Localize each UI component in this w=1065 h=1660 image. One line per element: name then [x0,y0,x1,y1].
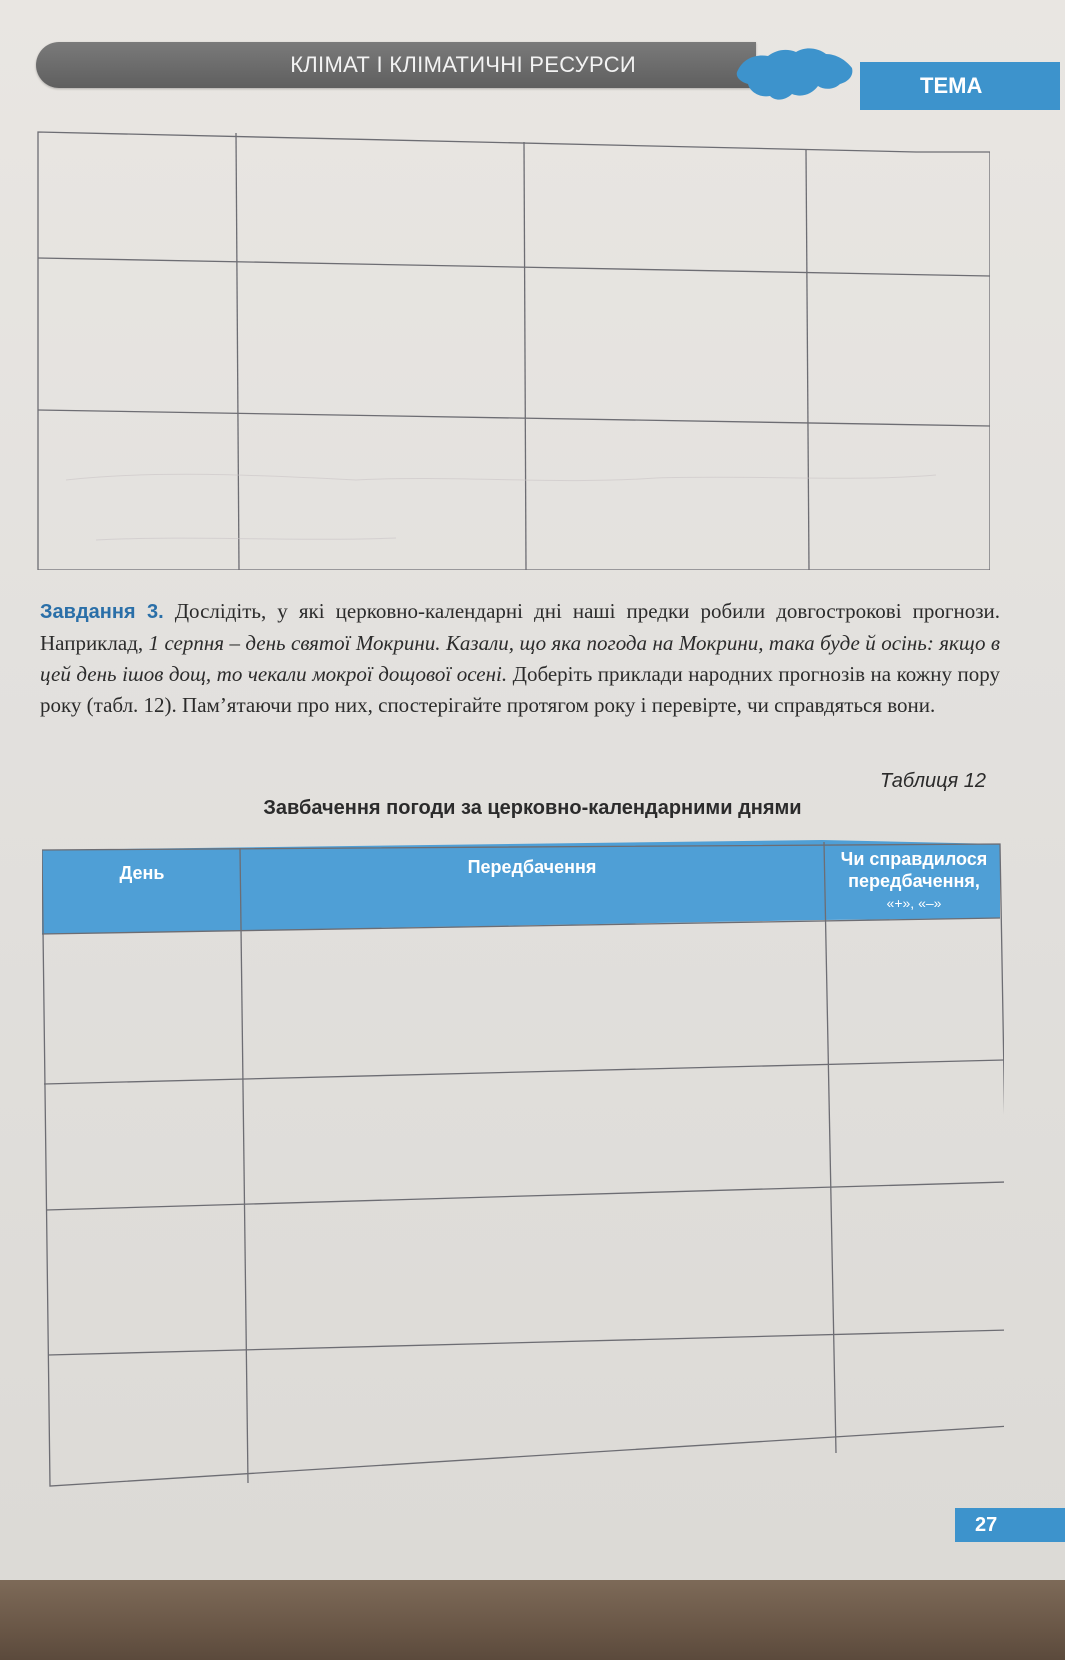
column-check-line-1: Чи справдилося [840,849,988,869]
table-title: Завбачення погоди за церковно-календарними днями [263,797,802,819]
page-number: 27 [975,1514,998,1536]
page-number-badge [955,1508,1065,1542]
grid-vline-1 [236,133,239,570]
column-day-header: День [119,863,165,883]
table-12-grid [42,838,1004,1488]
table-12 [42,838,1004,1488]
column-check-header [824,848,1004,914]
ukraine-map-icon [730,40,860,110]
table-hline-4 [48,1330,1004,1355]
answer-grid-table [36,130,990,570]
task-intro: Дослідіть, у які церковно-календарні дні наші предки робили довгострокові прогнози. Наприклад, [40,599,1000,655]
table-vline-2 [824,842,836,1453]
background-floor [0,1580,1065,1660]
grid-vline-2 [524,142,526,570]
task-example: 1 серпня – день святої Мокрини. Казали, що яка погода на Мокрини, така буде й осінь: якщо в цей день ішов дощ, то чекали мокрої дощової осені. [40,631,1000,686]
column-check-line-2: передбачення, [848,871,980,891]
tema-label: ТЕМА [920,73,983,98]
table-vline-1 [240,848,248,1483]
task-3-text [40,596,1000,721]
task-label: Завдання 3. [40,601,164,623]
grid-hline-2 [38,410,990,426]
task-instructions: Доберіть приклади народних прогнозів на кожну пору року (табл. 12). Пам’ятаючи про них, спостерігайте протягом року і перевірте, чи справдяться вони. [40,662,1000,717]
table-caption: Таблиця 12 [880,770,987,792]
topic-header-bar [36,42,756,88]
table-hline-2 [44,1060,1004,1084]
grid-vline-3 [806,150,809,570]
grid-border [38,132,990,570]
tema-badge [860,62,1060,110]
table-border [42,844,1004,1486]
column-check-line-3: «+», «–» [886,895,942,911]
grid-hline-1 [38,258,990,276]
topic-title: КЛІМАТ І КЛІМАТИЧНІ РЕСУРСИ [290,52,636,77]
table-hline-3 [46,1182,1004,1210]
column-prediction-header: Передбачення [467,857,597,877]
